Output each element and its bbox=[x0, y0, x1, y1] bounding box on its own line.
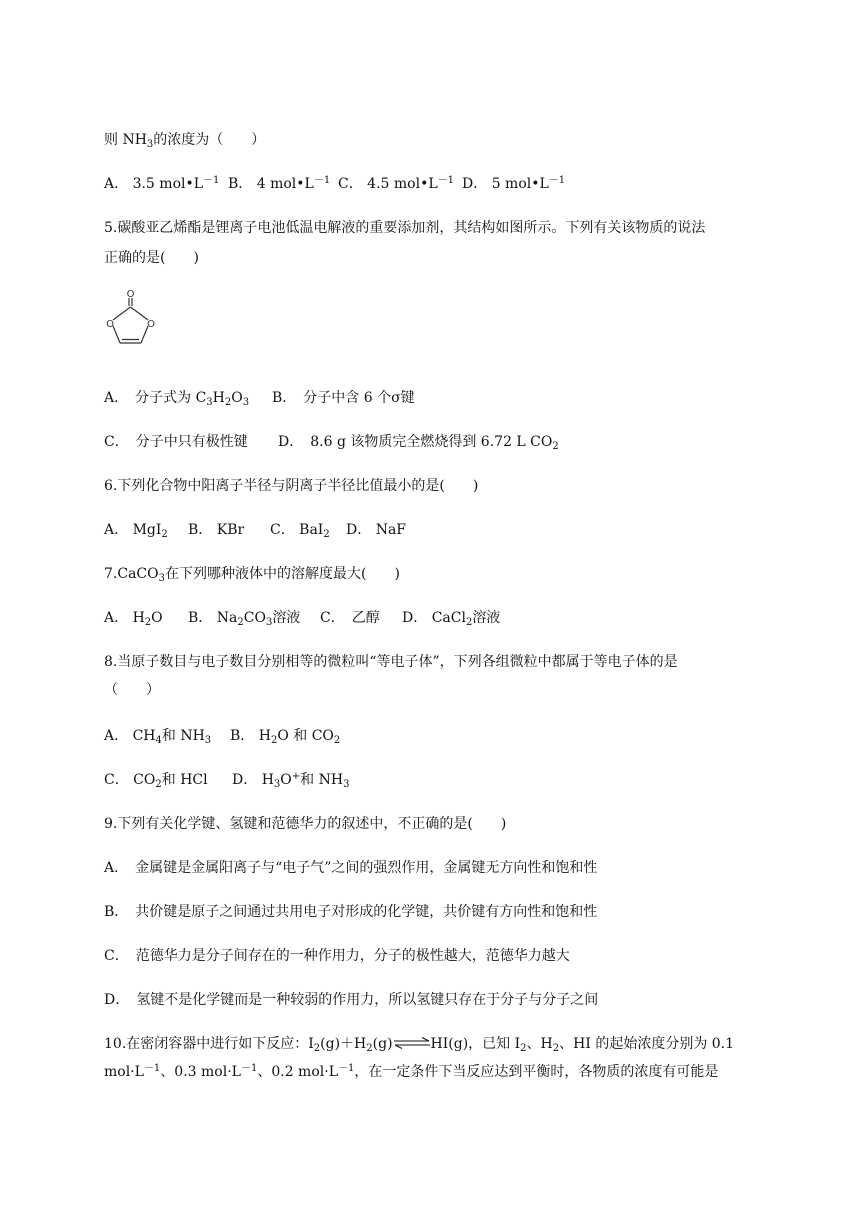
q4-option-b: B． 4 $mol•L^{-1}$ bbox=[228, 175, 331, 192]
svg-text:O: O bbox=[106, 319, 114, 330]
q9-option-d: D． 氢键不是化学键而是一种较弱的作用力，所以氢键只存在于分子与分子之间 bbox=[104, 992, 599, 1008]
q7-option-a: A． $H_2O$ bbox=[104, 610, 163, 628]
q8-stem-line-1: 8.当原子数目与电子数目分别相等的微粒叫“等电子体”，下列各组微粒中都属于等电子体的是 bbox=[104, 654, 678, 670]
q5-stem-line-1: 5.碳酸亚乙烯酯是锂离子电池低温电解液的重要添加剂，其结构如图所示。下列有关该物质的说法 bbox=[104, 220, 706, 236]
q5-option-b: B． 分子中含 6 个σ键 bbox=[272, 390, 415, 406]
q10-stem-line-2: $mol\cdot L^{-1}$、0.3 $mol\cdot L^{-1}$、0.2 $mol\cdot L^{-1}$，在一定条件下当反应达到平衡时，各物质的浓度有可能是 bbox=[104, 1063, 719, 1080]
q6-option-c: C． BaI$_2$ bbox=[270, 522, 330, 540]
q6-stem: 6.下列化合物中阳离子半径与阴离子半径比值最小的是( ) bbox=[104, 478, 479, 494]
q10-stem-line-1: 10.在密闭容器中进行如下反应：$I_2(g)+H_2(g)$ HI(g)，已知 $I_2$、$H_2$、HI 的起始浓度分别为 0.1 bbox=[104, 1036, 735, 1054]
svg-text:O: O bbox=[147, 319, 155, 330]
q4-option-d: D． 5 $mol•L^{-1}$ bbox=[462, 175, 566, 192]
q7-option-c: C． 乙醇 bbox=[320, 610, 380, 626]
q4-stem-tail: 则 $NH_3$的浓度为（ ） bbox=[104, 132, 266, 150]
q5-option-c: C． 分子中只有极性键 bbox=[104, 434, 248, 450]
q9-option-a: A． 金属键是金属阳离子与“电子气”之间的强烈作用，金属键无方向性和饱和性 bbox=[104, 860, 598, 876]
q5-option-a: A． 分子式为 $C_3H_2O_3$ bbox=[104, 390, 250, 408]
svg-text:O: O bbox=[126, 289, 135, 300]
q9-option-b: B． 共价键是原子之间通过共用电子对形成的化学键，共价键有方向性和饱和性 bbox=[104, 904, 598, 920]
q9-stem: 9.下列有关化学键、氢键和范德华力的叙述中，不正确的是( ) bbox=[104, 816, 507, 832]
equilibrium-arrow-icon bbox=[393, 1036, 431, 1050]
q6-option-a: A． MgI$_2$ bbox=[104, 522, 168, 540]
q4-option-a: A． 3.5 $mol•L^{-1}$ bbox=[104, 175, 220, 192]
q6-option-d: D． NaF bbox=[346, 522, 406, 538]
q8-option-c: C． $CO_2$和 HCl bbox=[104, 772, 208, 790]
q8-stem-line-2: （ ） bbox=[104, 682, 160, 698]
q7-stem: 7.CaCO$_3$在下列哪种液体中的溶解度最大( ) bbox=[104, 566, 400, 584]
q6-option-b: B． KBr bbox=[188, 522, 245, 538]
q8-option-d: D． $H_3O^+$和 $NH_3$ bbox=[232, 771, 350, 790]
q7-option-d: D． CaCl$_2$溶液 bbox=[402, 610, 501, 628]
q8-option-a: A． $CH_4$和 $NH_3$ bbox=[104, 728, 212, 746]
q5-stem-line-2: 正确的是( ) bbox=[104, 250, 199, 266]
q9-option-c: C． 范德华力是分子间存在的一种作用力，分子的极性越大，范德华力越大 bbox=[104, 948, 570, 964]
q4-option-c: C． 4.5 $mol•L^{-1}$ bbox=[338, 175, 454, 192]
vinylene-carbonate-structure bbox=[96, 288, 166, 348]
q7-option-b: B． $Na_2CO_3$溶液 bbox=[188, 610, 301, 628]
q5-option-d: D． 8.6 g 该物质完全燃烧得到 6.72 L $CO_2$ bbox=[278, 434, 559, 452]
q8-option-b: B． $H_2O$ 和 $CO_2$ bbox=[230, 728, 341, 746]
